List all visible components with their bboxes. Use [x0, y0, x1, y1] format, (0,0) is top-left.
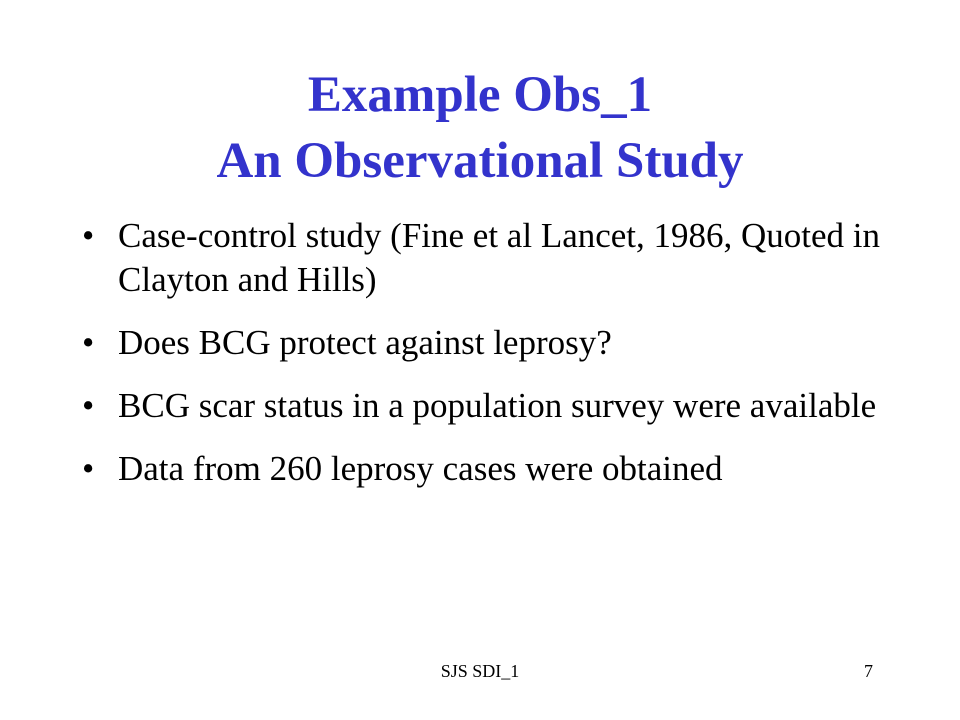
footer-label: SJS SDI_1 — [440, 661, 520, 681]
bullet-marker: • — [82, 216, 95, 255]
slide-title — [0, 62, 960, 194]
bullet-marker: • — [82, 323, 95, 362]
bullet-list — [80, 214, 900, 510]
title-line-1: Example Obs_1 — [307, 67, 653, 123]
bullet-marker: • — [82, 386, 95, 425]
bullet-text: Data from 260 leprosy cases were obtained — [118, 449, 723, 488]
bullet-text: BCG scar status in a population survey were available — [118, 386, 877, 425]
bullet-item — [80, 214, 900, 302]
page-number: 7 — [864, 661, 873, 681]
bullet-item — [80, 321, 900, 365]
bullet-item — [80, 384, 900, 428]
title-line-2: An Observational Study — [216, 133, 744, 189]
bullet-text: Does BCG protect against leprosy? — [118, 323, 612, 362]
bullet-marker: • — [82, 449, 95, 488]
bullet-text: Case-control study (Fine et al Lancet, 1986, Quoted in Clayton and Hills) — [118, 216, 881, 299]
bullet-item — [80, 447, 900, 491]
